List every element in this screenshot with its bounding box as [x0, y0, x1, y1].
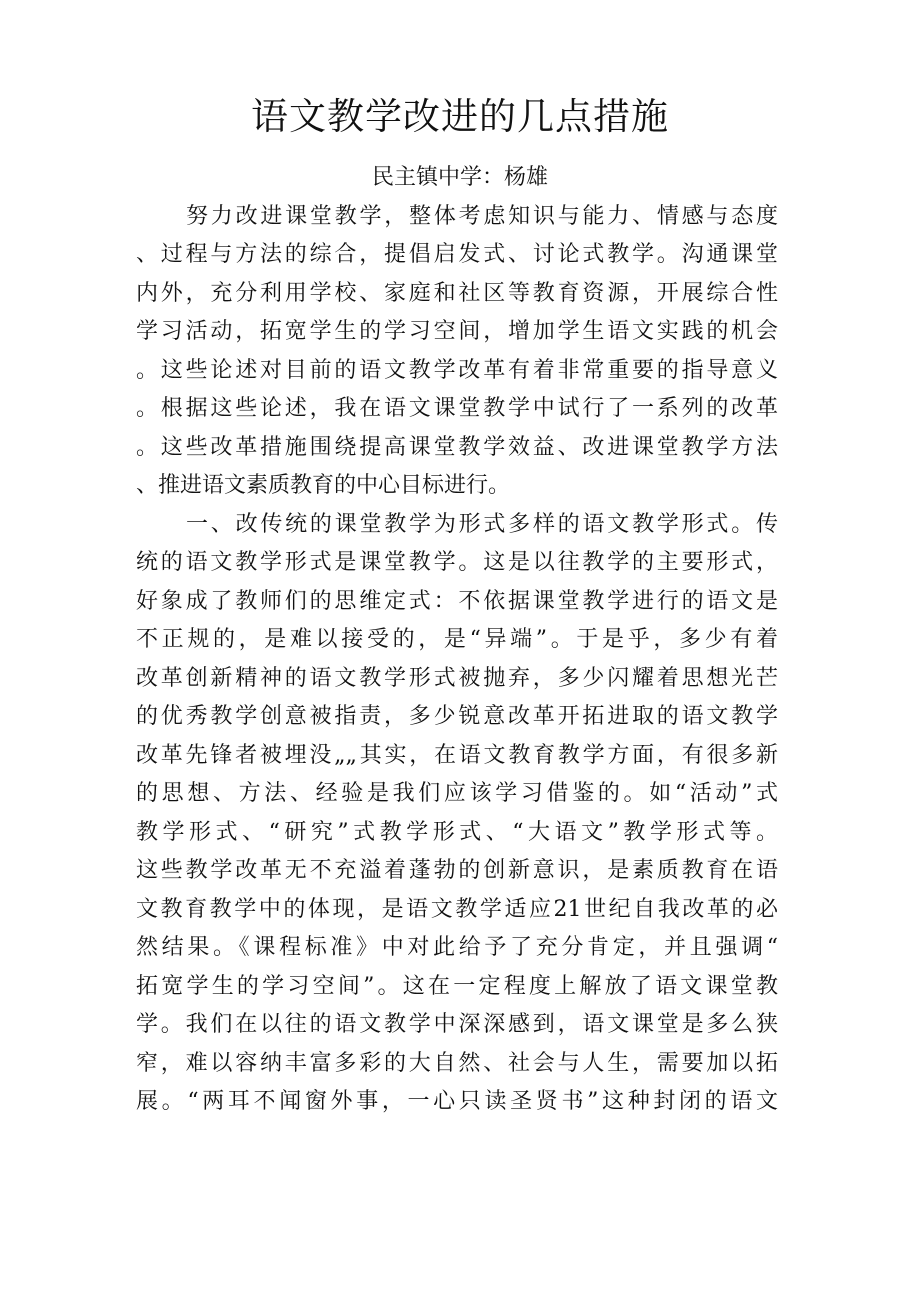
paragraph-1-line-6: 。根据这些论述，我在语文课堂教学中试行了一系列的改革	[136, 396, 778, 421]
paragraph-2-line-8: 的思想、方法、经验是我们应该学习借鉴的。如“活动”式	[136, 781, 778, 806]
paragraph-1-line-5: 。这些论述对目前的语文教学改革有着非常重要的指导意义	[136, 358, 778, 383]
paragraph-2-line-3: 好象成了教师们的思维定式：不依据课堂教学进行的语文是	[136, 589, 778, 614]
paragraph-1-line-7: 。这些改革措施围绕提高课堂教学效益、改进课堂教学方法	[136, 435, 778, 460]
paragraph-2-line-16: 展。“两耳不闻窗外事，一心只读圣贤书”这种封闭的语文	[136, 1089, 778, 1114]
paragraph-1-line-3: 内外，充分利用学校、家庭和社区等教育资源，开展综合性	[136, 281, 778, 306]
paragraph-2-line-5: 改革创新精神的语文教学形式被抛弃，多少闪耀着思想光芒	[136, 666, 778, 691]
paragraph-2-line-2: 统的语文教学形式是课堂教学。这是以往教学的主要形式，	[136, 550, 778, 575]
paragraph-1-line-8: 、推进语文素质教育的中心目标进行。	[136, 473, 511, 498]
paragraph-2-line-11: 文教育教学中的体现，是语文教学适应21世纪自我改革的必	[136, 897, 778, 922]
paragraph-2-line-10: 这些教学改革无不充溢着蓬勃的创新意识，是素质教育在语	[136, 858, 778, 883]
paragraph-2-line-14: 学。我们在以往的语文教学中深深感到，语文课堂是多么狭	[136, 1012, 778, 1037]
document-title: 语文教学改进的几点措施	[251, 95, 669, 138]
paragraph-2-line-7: 改革先锋者被埋没„„其实，在语文教育教学方面，有很多新	[136, 743, 778, 768]
paragraph-2-line-13: 拓宽学生的学习空间”。这在一定程度上解放了语文课堂教	[136, 974, 778, 999]
paragraph-2-line-6: 的优秀教学创意被指责，多少锐意改革开拓进取的语文教学	[136, 704, 778, 729]
paragraph-1-line-4: 学习活动，拓宽学生的学习空间，增加学生语文实践的机会	[136, 319, 778, 344]
paragraph-1-line-2: 、过程与方法的综合，提倡启发式、讨论式教学。沟通课堂	[136, 242, 778, 267]
paragraph-2-line-12: 然结果。《课程标准》中对此给予了充分肯定，并且强调“	[136, 935, 778, 960]
paragraph-2-line-1: 一、改传统的课堂教学为形式多样的语文教学形式。传	[186, 512, 778, 537]
document-author: 民主镇中学：杨雄	[371, 165, 548, 190]
paragraph-2-line-15: 窄，难以容纳丰富多彩的大自然、社会与人生，需要加以拓	[136, 1051, 778, 1076]
paragraph-1-line-1: 努力改进课堂教学，整体考虑知识与能力、情感与态度	[186, 204, 778, 229]
paragraph-2-line-9: 教学形式、“研究”式教学形式、“大语文”教学形式等。	[136, 820, 778, 845]
paragraph-2-line-4: 不正规的，是难以接受的，是“异端”。于是乎，多少有着	[136, 627, 778, 652]
